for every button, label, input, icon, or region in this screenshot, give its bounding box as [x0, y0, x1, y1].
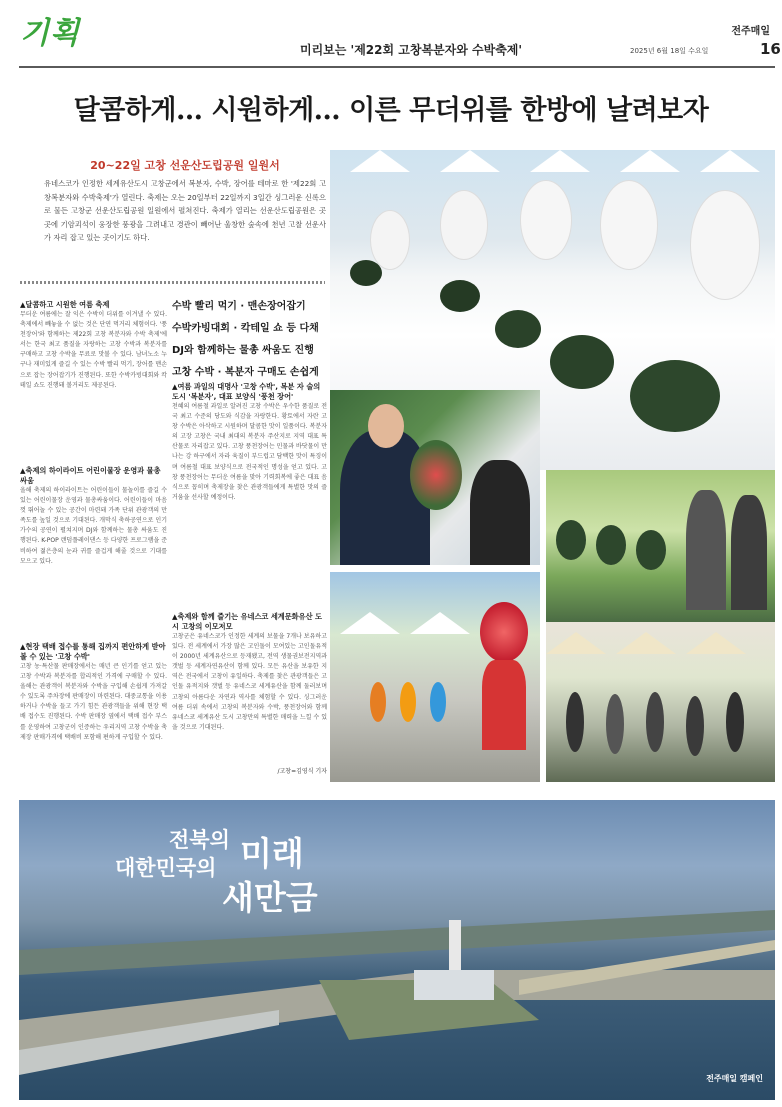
byline: /고창=김영식 기자: [277, 768, 327, 775]
ad-headline-word-1: 미래: [240, 834, 304, 873]
feature-headlines: [172, 296, 327, 384]
mascot-body: [482, 660, 526, 750]
saemangeum-campaign-ad: [19, 800, 775, 1100]
section-body: 올해 축제의 하이라이트는 어린이들이 물놀이를 즐길 수 있는 어린이물장 운영과 물총싸움이다. 어린이들이 마음껏 뛰어놀 수 있는 공간이 마련돼 가족 단위 관광객의 만족도를 높일 것으로 기대된다. 개막식 축하공연으로 인기가수의 공연이 펼쳐지며 DJ와 함께하는 물총 싸움도 진행된다. K-POP 랜덤플레이댄스 등 다양한 프로그램을 준비하여 젊은층의 눈과 귀를 즐겁게 해줄 것으로 기대를 모으고 있다.: [20, 487, 167, 565]
section-body: 무더운 여름에는 잘 익은 수박이 더위를 이겨낼 수 있다. 축제에서 빼놓을 수 없는 것은 단연 먹거리 체험이다. '풍천장어'와 함께하는 제22회 고창 복분자와 수박 축제'에서는 한국 최고 품질을 자랑하는 고창 수박과 복분자를 구매하고 고창 수박을 무료로 맛볼 수 있다. 남녀노소 누구나 재미있게 즐길 수 있는 수박 빨리 먹기, 장어를 맨손으로 잡는 장어잡기가 진행된다. 또한 수박카빙대회와 칵테일 쇼도 진행돼 볼거리도 제공된다.: [20, 311, 167, 389]
issue-date: 2025년 6월 18일 수요일: [630, 47, 709, 55]
person-figure: [686, 696, 704, 756]
section-body: 고창 농·특산물 판매장에서는 매년 큰 인기를 얻고 있는 고창 수박과 복분자를 합리적인 가격에 구매할 수 있다. 올해는 관광객이 복분자와 수박을 구입해 손쉽게 가져갈 수 있도록 주차장에 판매장이 마련된다. 대중교통을 이용하거나 수박을 들고 가기 힘든 관광객들을 위해 현장 택배 접수도 진행된다. 수박 판매장 옆에서 택배 접수 부스를 운영하여 고창군이 인증하는 우리지역 고창 수박을 축제장 판매가격에 택배비 포함해 편하게 구입할 수 있다.: [20, 663, 167, 741]
section-logo: 기획: [20, 16, 80, 51]
watermelon-shape: [596, 525, 626, 565]
contestant-figure: [690, 190, 760, 300]
contestant-figure: [440, 190, 488, 260]
section-heading: ▲현장 택배 접수를 통해 집까지 편안하게 받아볼 수 있는 '고창 수박': [20, 642, 166, 661]
contestant-figure: [520, 180, 572, 260]
section-heading: ▲축제와 함께 즐기는 유네스코 세계문화유산 도시 고창의 이모저모: [172, 612, 322, 631]
series-title: 미리보는 '제22회 고창복분자와 수박축제': [300, 43, 523, 57]
person-figure: [726, 692, 744, 752]
ad-headline-word-2: 새만금: [222, 878, 318, 917]
person-figure: [470, 460, 530, 565]
feature-head: 수박카빙대회 · 칵테일 쇼 등 다채: [172, 323, 319, 334]
carved-watermelon-display-photo: [546, 470, 775, 622]
person-figure: [566, 692, 584, 752]
aerial-landscape-illustration: [19, 800, 775, 1100]
section-body: 천혜의 여름철 과일로 알려진 고창 수박은 우수한 품질로 전국 최고 수준의 당도와 식감을 자랑한다. 황토에서 자란 고창 수박은 아삭하고 시원하며 달콤한 맛이 일품이다. 복분자의 고장 고창은 국내 최대의 복분자 주산지로 지역 대표 특산물로 자리잡고 있다. 고창 풍천장어는 민물과 바닷물이 만나는 강 하구에서 자라 육질이 부드럽고 담백한 맛이 특징이며 여름철 대표 보양식으로 전국적인 명성을 얻고 있다. 고창 풍천장어는 무더운 여름을 맞아 기력회복에 좋은 대표 음식으로 꼽히며 축제장을 찾은 관광객들에게 특별한 맛의 즐거움을 선사할 예정이다.: [172, 403, 327, 501]
person-figure: [686, 490, 726, 610]
person-figure: [646, 692, 664, 752]
watermelon-shape: [630, 360, 720, 432]
header-rule: [19, 66, 775, 68]
watermelon-shape: [440, 280, 480, 312]
article-column-2: [172, 378, 327, 775]
feature-head: 수박 빨리 먹기 · 맨손장어잡기: [172, 301, 306, 312]
ad-headline-line-1: 전북의: [169, 827, 230, 852]
headline: 달콤하게… 시원하게… 이른 무더위를 한방에 날려보자: [73, 95, 709, 126]
person-figure: [606, 694, 624, 754]
page-number: 16: [760, 40, 781, 58]
section-body: 고창군은 유네스코가 인정한 세계의 보물을 7개나 보유하고 있다. 전 세계에서 가장 많은 고인돌이 모여있는 고인돌유적이 2000년 세계유산으로 등재됐고, 전역 생물권보전지역과 갯벌 등 세계자연유산이 함께 있다. 모든 유산을 보유한 지역은 전국에서 고창이 유일하다. 축제를 찾은 관광객들은 고인돌 유적지와 갯벌 등 유네스코 세계유산을 함께 둘러보며 고창의 아름다운 자연과 역사를 체험할 수 있다. 싱그러운 여름 더위 속에서 고창의 복분자와 수박, 풍천장어와 함께 유네스코 세계유산 도시 고창만의 특별한 매력을 느낄 수 있을 것으로 기대된다.: [172, 633, 327, 731]
person-face: [368, 404, 404, 448]
feature-head: 고창 수박 · 복분자 구매도 손쉽게: [172, 367, 319, 378]
carved-watermelon-shape: [410, 440, 462, 510]
child-figure: [430, 682, 446, 722]
official-with-carved-watermelon-photo: [330, 390, 540, 565]
watermelon-shape: [495, 310, 541, 348]
child-figure: [400, 682, 416, 722]
festival-crowd-tent-photo: [546, 622, 775, 782]
festival-mascot-parade-photo: [330, 572, 540, 782]
section-heading: ▲여름 과일의 대명사 '고창 수박', 복분 자 술의 도시 '복분자', 대표 보양식 '풍천 장어': [172, 382, 321, 401]
contestant-figure: [370, 210, 410, 270]
watermelon-shape: [350, 260, 382, 286]
lead-paragraph: 유네스코가 인정한 세계유산도시 고창군에서 복분자, 수박, 장어를 테마로 한 '제22회 고창복분자와 수박축제'가 열린다. 축제는 오는 20일부터 22일까지 3일간 싱그러운 신록으로 물든 고창군 선운산도립공원 일원에서 펼쳐진다. 축제가 열리는 선운산도립공원은 곳곳에 기암괴석이 웅장한 풍광을 그려내고 경관이 빼어난 울창한 숲속에 천년 고찰 선운사가 자리 잡고 있는 곳이기도 하다.: [44, 179, 326, 242]
article-column-1: [20, 296, 167, 774]
person-figure: [731, 495, 767, 610]
contestant-figure: [600, 180, 658, 270]
subhead: 20~22일 고창 선운산도립공원 일원서: [90, 159, 280, 172]
section-heading: ▲축제의 하이라이트 어린이물장 운영과 물총싸움: [20, 466, 161, 485]
ad-headline-line-2: 대한민국의: [115, 855, 217, 880]
ad-credit: 전주매일 캠페인: [706, 1074, 763, 1083]
feature-head: DJ와 함께하는 물총 싸움도 진행: [172, 345, 314, 356]
section-divider: [20, 281, 325, 284]
watermelon-shape: [636, 530, 666, 570]
child-figure: [370, 682, 386, 722]
publication-name: 전주매일: [731, 26, 770, 37]
watermelon-shape: [550, 335, 614, 389]
watermelon-shape: [556, 520, 586, 560]
mascot-head: [480, 602, 528, 662]
section-heading: ▲달콤하고 시원한 여름 축제: [20, 300, 110, 309]
